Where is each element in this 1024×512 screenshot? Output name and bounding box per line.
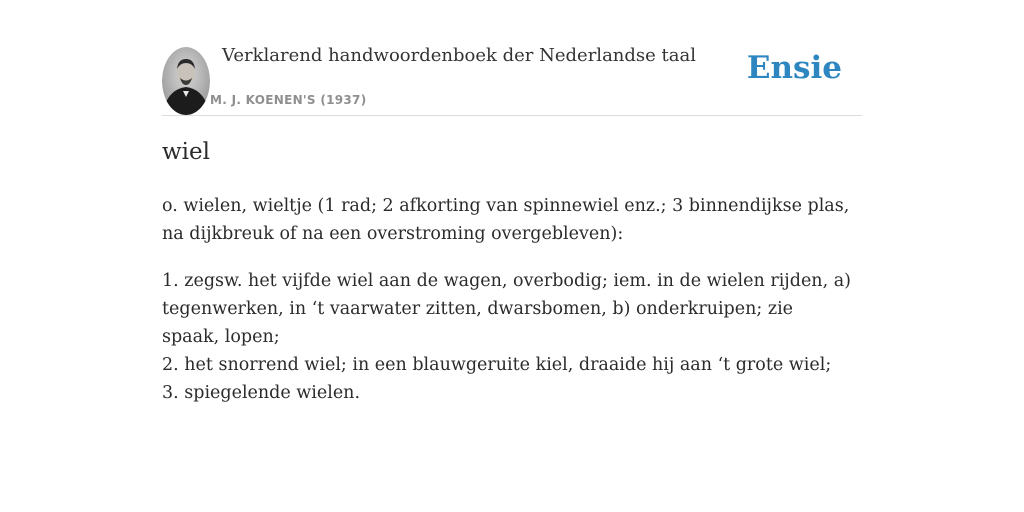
- sense-item: 1. zegsw. het vijfde wiel aan de wagen, overbodig; iem. in de wielen rijden, a) tegenwerken, in ‘t vaarwater zitten, dwarsbomen, b) onderkruipen; zie spaak, lopen;: [162, 271, 851, 347]
- book-title: Verklarend handwoordenboek der Nederlandse taal: [222, 45, 696, 66]
- entry-headword: wiel: [162, 139, 211, 165]
- author-portrait: [162, 47, 210, 115]
- entry-senses: [162, 267, 852, 407]
- ensie-logo-link[interactable]: Ensie: [746, 50, 842, 86]
- sense-item: 3. spiegelende wielen.: [162, 383, 361, 403]
- entry-definition: o. wielen, wieltje (1 rad; 2 afkorting van spinnewiel enz.; 3 binnendijkse plas, na dijkbreuk of na een overstroming overgebleven):: [162, 196, 850, 244]
- page: [162, 0, 862, 403]
- sense-item: 2. het snorrend wiel; in een blauwgeruite kiel, draaide hij aan ‘t grote wiel;: [162, 355, 832, 375]
- author-attribution: M. J. KOENEN'S (1937): [210, 93, 367, 107]
- dictionary-header: [162, 0, 862, 116]
